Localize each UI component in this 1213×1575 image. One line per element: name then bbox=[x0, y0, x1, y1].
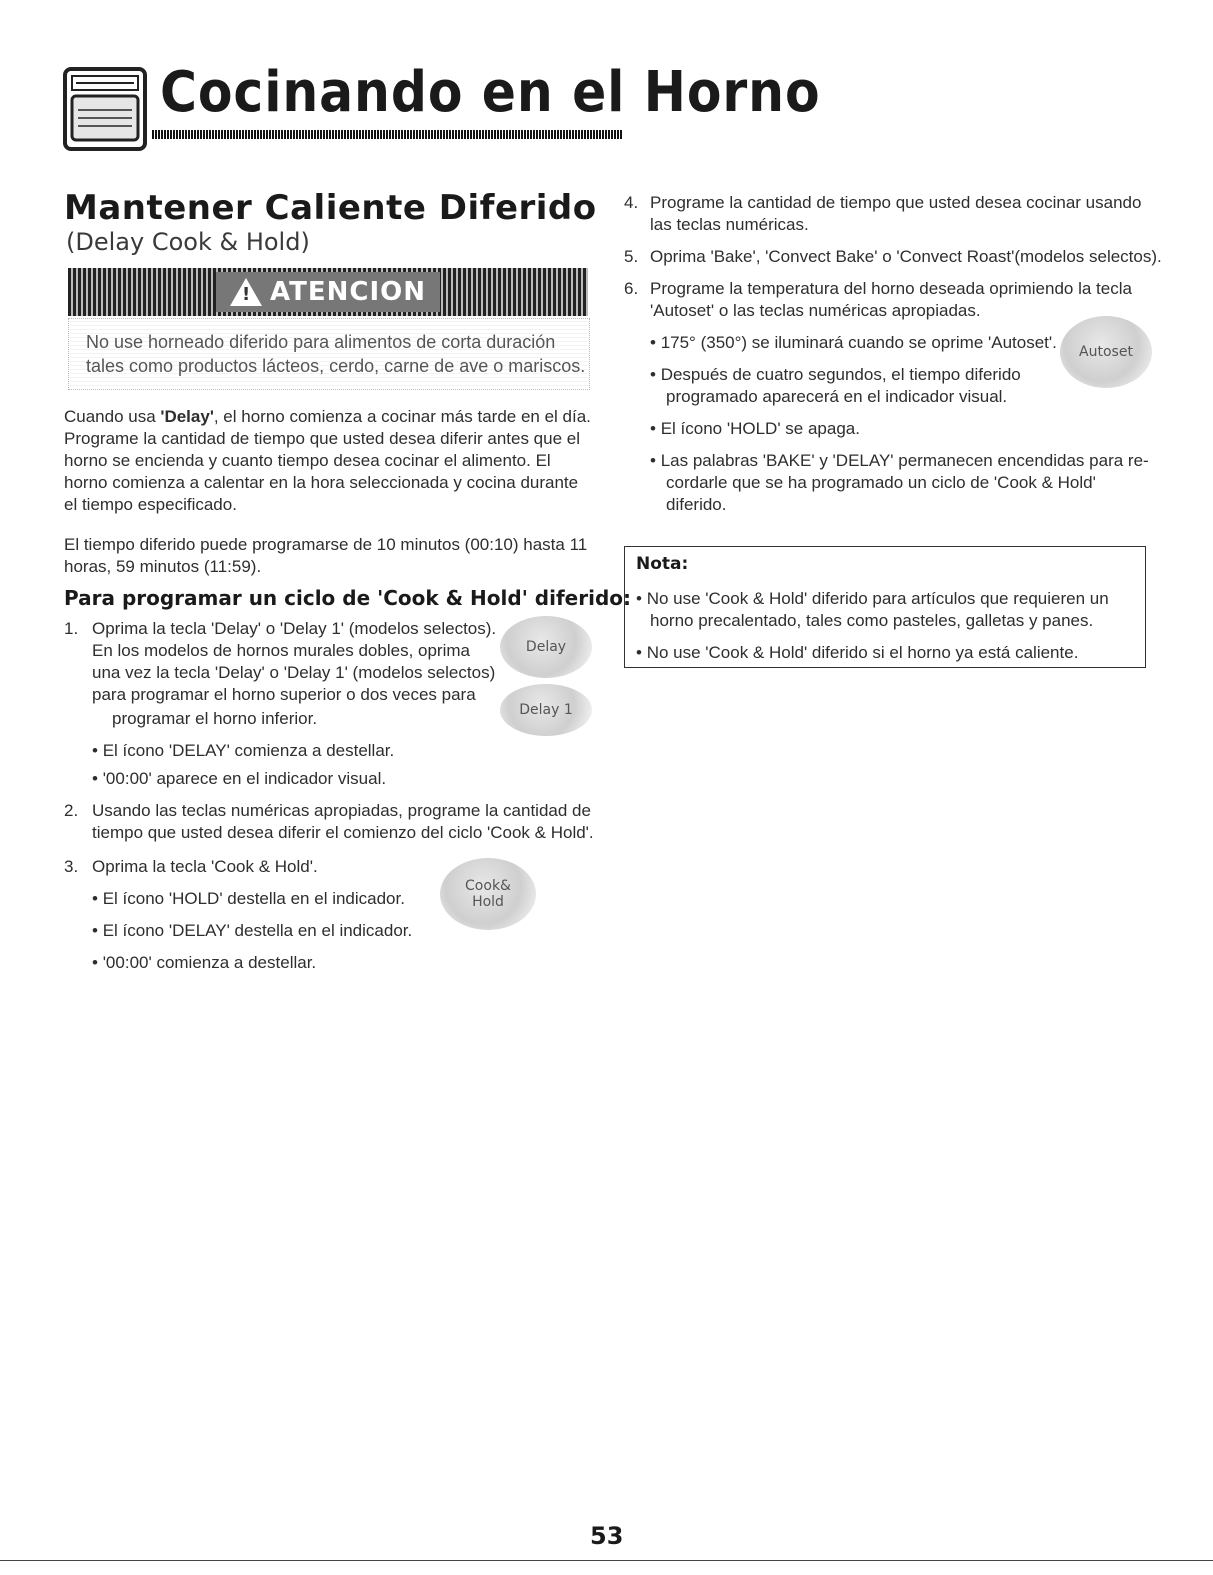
step-number: 2. bbox=[64, 801, 79, 820]
warning-label: ATENCION bbox=[270, 277, 426, 307]
cook-hold-key-icon: Cook& Hold bbox=[440, 858, 536, 930]
step-text: Oprima la tecla 'Cook & Hold'. bbox=[92, 857, 318, 876]
step-text: En los modelos de hornos murales dobles, oprima bbox=[92, 641, 470, 660]
bullet-item: • '00:00' aparece en el indicador visual. bbox=[92, 769, 387, 788]
delay-key-icon: Delay bbox=[500, 616, 592, 678]
page-header-title: Cocinando en el Horno bbox=[160, 60, 821, 125]
delay-keyword: 'Delay' bbox=[160, 407, 214, 426]
step-text: Programe la cantidad de tiempo que usted desea cocinar usando bbox=[650, 193, 1142, 212]
bottom-rule bbox=[0, 1560, 1213, 1561]
step-text: cordarle que se ha programado un ciclo de 'Cook & Hold' bbox=[666, 473, 1096, 492]
bullet-item: • El ícono 'DELAY' destella en el indicador. bbox=[92, 921, 413, 940]
bullet-item: • Después de cuatro segundos, el tiempo diferido bbox=[650, 365, 1021, 384]
note-text: horno precalentado, tales como pasteles, galletas y panes. bbox=[650, 611, 1094, 630]
bullet-item: • No use 'Cook & Hold' diferido para artículos que requieren un bbox=[636, 589, 1109, 608]
step-number: 3. bbox=[64, 857, 79, 876]
oven-icon bbox=[62, 66, 148, 152]
bullet-item: • Las palabras 'BAKE' y 'DELAY' permanecen encendidas para re- bbox=[650, 451, 1149, 470]
header-rule bbox=[152, 130, 622, 139]
step-number: 6. bbox=[624, 279, 639, 298]
section-subtitle: (Delay Cook & Hold) bbox=[66, 228, 310, 256]
warning-text: No use horneado diferido para alimentos de corta duración tales como productos lácteos, cerdo, carne de ave o mariscos. bbox=[86, 332, 586, 376]
bullet-item: • El ícono 'HOLD' destella en el indicador. bbox=[92, 889, 405, 908]
bullet-item: • 175° (350°) se iluminará cuando se oprime 'Autoset'. bbox=[650, 333, 1057, 352]
section-title: Mantener Caliente Diferido bbox=[64, 188, 597, 228]
note-title: Nota: bbox=[636, 554, 689, 574]
warning-banner bbox=[68, 268, 588, 316]
step-text: Oprima la tecla 'Delay' o 'Delay 1' (modelos selectos). bbox=[92, 619, 497, 638]
procedure-heading: Para programar un ciclo de 'Cook & Hold' diferido: bbox=[64, 586, 632, 610]
warning-icon: ! bbox=[230, 278, 262, 306]
page-number: 53 bbox=[590, 1522, 624, 1550]
step-text: Oprima 'Bake', 'Convect Bake' o 'Convect Roast'(modelos selectos). bbox=[650, 247, 1162, 266]
step-text: las teclas numéricas. bbox=[650, 215, 809, 234]
bullet-item: • '00:00' comienza a destellar. bbox=[92, 953, 317, 972]
step-number: 5. bbox=[624, 247, 639, 266]
step-text: Usando las teclas numéricas apropiadas, programe la cantidad de bbox=[92, 801, 591, 820]
bullet-item: • El ícono 'HOLD' se apaga. bbox=[650, 419, 860, 438]
step-text: para programar el horno superior o dos veces para bbox=[92, 685, 476, 704]
bullet-item: • El ícono 'DELAY' comienza a destellar. bbox=[92, 741, 395, 760]
step-number: 1. bbox=[64, 619, 79, 638]
step-text: programar el horno inferior. bbox=[112, 709, 318, 728]
intro-paragraph: Cuando usa 'Delay', el horno comienza a cocinar más tarde en el día. Programe la cantidad de tiempo que usted desea diferir antes que el horno se encienda y cuanto tiempo desea cocinar el alimento. El horno comienza a calentar en la hora seleccionada y cocina durante el tiempo especificado. bbox=[64, 407, 591, 514]
step-number: 4. bbox=[624, 193, 639, 212]
step-text: 'Autoset' o las teclas numéricas apropiadas. bbox=[650, 301, 981, 320]
step-text: tiempo que usted desea diferir el comienzo del ciclo 'Cook & Hold'. bbox=[92, 823, 594, 842]
step-text: una vez la tecla 'Delay' o 'Delay 1' (modelos selectos) bbox=[92, 663, 496, 682]
bullet-item: • No use 'Cook & Hold' diferido si el horno ya está caliente. bbox=[636, 643, 1079, 662]
step-text: programado aparecerá en el indicador visual. bbox=[666, 387, 1008, 406]
step-text: diferido. bbox=[666, 495, 727, 514]
step-text: Programe la temperatura del horno deseada oprimiendo la tecla bbox=[650, 279, 1132, 298]
delay-range-paragraph: El tiempo diferido puede programarse de 10 minutos (00:10) hasta 11 horas, 59 minutos (11:59). bbox=[64, 535, 588, 576]
delay-1-key-icon: Delay 1 bbox=[500, 684, 592, 736]
autoset-key-icon: Autoset bbox=[1060, 316, 1152, 388]
